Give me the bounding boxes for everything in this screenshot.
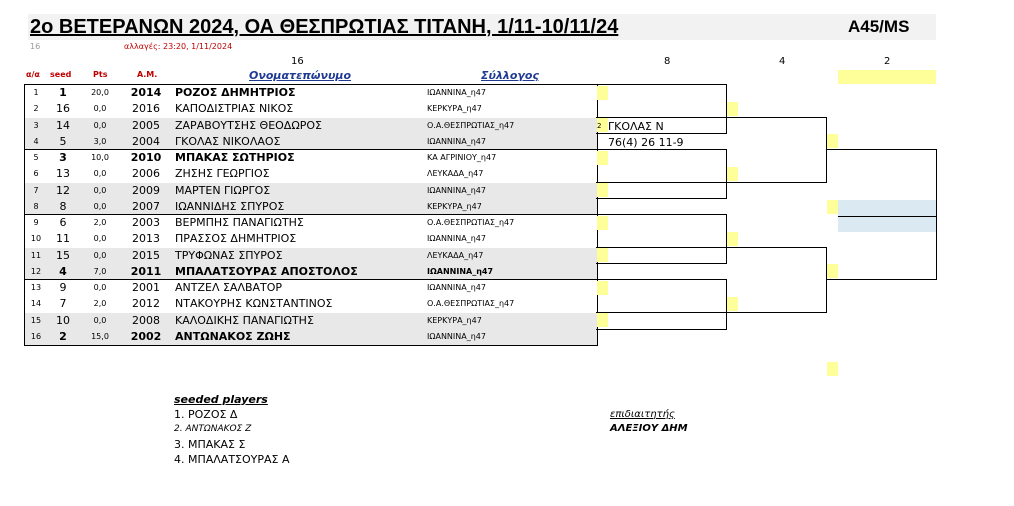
player-club: ΙΩΑΝΝΙΝΑ_η47 xyxy=(427,283,486,292)
table-row xyxy=(25,101,597,117)
col-header-name: Ονοματεπώνυμο xyxy=(249,69,352,82)
player-idx: 3 xyxy=(33,120,39,130)
seeded-item-2: 2. ΑΝΤΩΝΑΚΟΣ Ζ xyxy=(174,424,252,434)
player-idx: 2 xyxy=(33,104,39,114)
player-year: 2005 xyxy=(132,118,160,132)
player-seed: 9 xyxy=(59,281,67,294)
category-label: A45/MS xyxy=(848,17,910,36)
final-highlight-cell xyxy=(838,70,936,84)
round-label-8: 8 xyxy=(664,56,671,67)
players-table xyxy=(24,85,598,346)
bracket-line xyxy=(827,149,936,150)
player-pts: 0,0 xyxy=(93,283,107,292)
player-seed: 2 xyxy=(59,329,67,343)
player-club: ΙΩΑΝΝΙΝΑ_η47 xyxy=(427,266,494,276)
player-seed: 13 xyxy=(56,167,70,181)
player-pts: 0,0 xyxy=(93,234,107,244)
player-name: ΓΚΟΛΑΣ ΝΙΚΟΛΑΟΣ xyxy=(175,134,281,148)
bracket-line xyxy=(838,216,936,217)
seeded-item-1: 1. ΡΟΖΟΣ Δ xyxy=(174,408,238,421)
changes-timestamp: αλλαγές: 23:20, 1/11/2024 xyxy=(124,42,233,51)
bracket-line xyxy=(596,133,727,134)
player-idx: 16 xyxy=(30,331,42,341)
player-club: ΙΩΑΝΝΙΝΑ_η47 xyxy=(427,136,486,146)
player-year: 2009 xyxy=(132,183,160,197)
player-name: ΚΑΛΟΔΙΚΗΣ ΠΑΝΑΓΙΩΤΗΣ xyxy=(175,313,314,327)
player-name: ΤΡΥΦΩΝΑΣ ΣΠΥΡΟΣ xyxy=(175,248,283,262)
player-pts: 20,0 xyxy=(91,88,109,97)
player-idx: 7 xyxy=(33,185,39,195)
r4-cell-2 xyxy=(727,167,738,181)
player-idx: 1 xyxy=(33,88,39,97)
r4-cell-3 xyxy=(727,232,738,246)
table-row xyxy=(25,329,597,345)
seeded-item-4: 4. ΜΠΑΛΑΤΣΟΥΡΑΣ Α xyxy=(174,453,290,466)
player-idx: 11 xyxy=(30,250,42,260)
table-row xyxy=(25,264,597,280)
semi-cell-3 xyxy=(827,264,838,278)
player-club: ΙΩΑΝΝΙΝΑ_η47 xyxy=(427,234,486,244)
player-club: ΙΩΑΝΝΙΝΑ_η47 xyxy=(427,185,486,195)
table-row xyxy=(25,248,597,264)
player-seed: 3 xyxy=(59,151,67,164)
player-seed: 11 xyxy=(56,232,70,246)
bracket-line xyxy=(726,149,727,198)
player-idx: 14 xyxy=(30,299,42,309)
r8-cell-4 xyxy=(597,183,608,197)
semi-cell-2 xyxy=(827,200,838,214)
player-club: Ο.Α.ΘΕΣΠΡΩΤΙΑΣ_η47 xyxy=(427,120,515,130)
bracket-line xyxy=(727,247,826,248)
col-header-year: Α.Μ. xyxy=(137,70,158,79)
table-row xyxy=(25,313,597,329)
bracket-line xyxy=(596,279,727,280)
bracket-line xyxy=(726,279,727,329)
player-club: ΛΕΥΚΑΔΑ_η47 xyxy=(427,169,484,179)
player-club: Ο.Α.ΘΕΣΠΡΩΤΙΑΣ_η47 xyxy=(427,218,515,227)
col-header-idx: α/α xyxy=(26,70,40,79)
table-row xyxy=(25,118,597,134)
player-year: 2007 xyxy=(132,199,160,213)
table-row xyxy=(25,166,597,182)
player-pts: 7,0 xyxy=(93,266,107,276)
player-club: ΚΕΡΚΥΡΑ_η47 xyxy=(427,315,482,325)
match-score: 76(4) 26 11-9 xyxy=(608,136,684,149)
player-club: ΚΕΡΚΥΡΑ_η47 xyxy=(427,201,482,211)
player-seed: 8 xyxy=(59,199,67,213)
player-seed: 4 xyxy=(59,264,67,278)
bracket-line xyxy=(727,117,826,118)
referee-name: ΑΛΕΞΙΟΥ ΔΗΜ xyxy=(610,423,688,434)
player-seed: 6 xyxy=(59,216,67,229)
player-name: ΒΕΡΜΠΗΣ ΠΑΝΑΓΙΩΤΗΣ xyxy=(175,216,304,229)
player-year: 2011 xyxy=(130,264,162,278)
r8-cell-1 xyxy=(597,86,608,100)
player-name: ΚΑΠΟΔΙΣΤΡΙΑΣ ΝΙΚΟΣ xyxy=(175,102,294,116)
bracket-line xyxy=(936,149,937,280)
player-year: 2012 xyxy=(132,297,160,311)
player-seed: 14 xyxy=(56,118,70,132)
player-club: ΙΩΑΝΝΙΝΑ_η47 xyxy=(427,331,486,341)
bracket-line xyxy=(596,117,727,118)
extra-cell xyxy=(827,362,838,376)
player-pts: 0,0 xyxy=(93,104,107,114)
r8-cell-5 xyxy=(597,216,608,230)
col-header-club: Σύλλογος xyxy=(481,69,539,82)
player-club: ΛΕΥΚΑΔΑ_η47 xyxy=(427,250,484,260)
table-row xyxy=(25,150,597,166)
seeded-item-3: 3. ΜΠΑΚΑΣ Σ xyxy=(174,438,246,451)
player-pts: 0,0 xyxy=(93,120,107,130)
bracket-line xyxy=(596,312,727,313)
player-name: ΜΠΑΚΑΣ ΣΩΤΗΡΙΟΣ xyxy=(175,151,295,164)
table-row xyxy=(25,231,597,247)
player-seed: 12 xyxy=(56,183,70,197)
player-idx: 6 xyxy=(33,169,39,179)
player-year: 2006 xyxy=(132,167,160,181)
table-row xyxy=(25,199,597,215)
player-idx: 10 xyxy=(30,234,42,244)
player-pts: 15,0 xyxy=(91,331,109,341)
bracket-line xyxy=(727,312,826,313)
player-idx: 13 xyxy=(30,283,42,292)
bracket-line xyxy=(596,247,727,248)
player-year: 2003 xyxy=(132,216,160,229)
round-label-4: 4 xyxy=(779,56,786,67)
player-year: 2008 xyxy=(132,313,160,327)
r4-cell-4 xyxy=(727,297,738,311)
table-row xyxy=(25,296,597,312)
r8-cell-3 xyxy=(597,151,608,165)
referee-label: επιδιαιτητής xyxy=(610,409,675,420)
player-club: Ο.Α.ΘΕΣΠΡΩΤΙΑΣ_η47 xyxy=(427,299,515,309)
table-row xyxy=(25,85,597,101)
player-name: ΖΗΣΗΣ ΓΕΩΡΓΙΟΣ xyxy=(175,167,270,181)
r8-cell-6 xyxy=(597,248,608,262)
player-seed: 1 xyxy=(59,86,67,99)
bracket-line xyxy=(826,247,827,313)
player-club: ΙΩΑΝΝΙΝΑ_η47 xyxy=(427,88,486,97)
player-idx: 15 xyxy=(30,315,42,325)
table-row xyxy=(25,280,597,296)
bracket-line xyxy=(827,279,936,280)
player-pts: 2,0 xyxy=(93,299,107,309)
bracket-line xyxy=(727,182,826,183)
player-pts: 0,0 xyxy=(93,185,107,195)
col-header-pts: Pts xyxy=(93,70,108,79)
player-pts: 0,0 xyxy=(93,201,107,211)
player-name: ΙΩΑΝΝΙΔΗΣ ΣΠΥΡΟΣ xyxy=(175,199,285,213)
player-year: 2010 xyxy=(130,151,162,164)
col-header-seed: seed xyxy=(50,70,72,79)
bracket-line xyxy=(596,182,727,183)
player-pts: 3,0 xyxy=(93,136,107,146)
player-name: ΡΟΖΟΣ ΔΗΜΗΤΡΙΟΣ xyxy=(175,86,296,99)
player-pts: 0,0 xyxy=(93,169,107,179)
player-idx: 9 xyxy=(33,218,39,227)
round-label-16: 16 xyxy=(291,56,304,67)
page-title: 2ο ΒΕΤΕΡΑΝΩΝ 2024, ΟΑ ΘΕΣΠΡΩΤΙΑΣ ΤΙΤΑΝΗ, 1/11-10/11/24 xyxy=(30,16,619,38)
seeded-players-title: seeded players xyxy=(174,393,268,406)
player-club: ΚΕΡΚΥΡΑ_η47 xyxy=(427,104,482,114)
player-name: ΑΝΤΩΝΑΚΟΣ ΖΩΗΣ xyxy=(175,329,291,343)
player-year: 2004 xyxy=(132,134,160,148)
player-seed: 7 xyxy=(59,297,67,311)
player-name: ΜΑΡΤΕΝ ΓΙΩΡΓΟΣ xyxy=(175,183,271,197)
player-seed: 15 xyxy=(56,248,70,262)
player-name: ΝΤΑΚΟΥΡΗΣ ΚΩΝΣΤΑΝΤΙΝΟΣ xyxy=(175,297,333,311)
player-pts: 0,0 xyxy=(93,250,107,260)
player-seed: 16 xyxy=(56,102,70,116)
player-year: 2002 xyxy=(130,329,162,343)
r8-cell-8 xyxy=(597,313,608,327)
player-year: 2014 xyxy=(130,86,162,99)
bracket-line xyxy=(596,214,727,215)
table-row xyxy=(25,134,597,150)
match-winner-name: ΓΚΟΛΑΣ Ν xyxy=(608,120,664,133)
player-seed: 10 xyxy=(56,313,70,327)
table-row xyxy=(25,183,597,199)
player-idx: 4 xyxy=(33,136,39,146)
player-idx: 12 xyxy=(30,266,42,276)
player-club: ΚΑ ΑΓΡΙΝΙΟΥ_η47 xyxy=(427,153,497,162)
bracket-line xyxy=(596,263,727,264)
player-name: ΖΑΡΑΒΟΥΤΣΗΣ ΘΕΟΔΩΡΟΣ xyxy=(175,118,322,132)
bracket-line xyxy=(826,117,827,183)
player-year: 2016 xyxy=(132,102,160,116)
player-pts: 0,0 xyxy=(93,315,107,325)
bracket-line xyxy=(596,198,727,199)
player-idx: 8 xyxy=(33,201,39,211)
player-seed: 5 xyxy=(59,134,67,148)
r8-cell-7 xyxy=(597,281,608,295)
bracket-line xyxy=(596,84,727,85)
player-pts: 10,0 xyxy=(91,153,109,162)
player-idx: 5 xyxy=(33,153,39,162)
round-label-2: 2 xyxy=(884,56,891,67)
player-pts: 2,0 xyxy=(93,218,107,227)
player-name: ΠΡΑΣΣΟΣ ΔΗΜΗΤΡΙΟΣ xyxy=(175,232,297,246)
draw-size-label: 16 xyxy=(30,42,41,51)
player-name: ΜΠΑΛΑΤΣΟΥΡΑΣ ΑΠΟΣΤΟΛΟΣ xyxy=(175,264,358,278)
player-name: ΑΝΤΖΕΛ ΣΑΛΒΑΤΟΡ xyxy=(175,281,283,294)
match-tag: 2 xyxy=(597,122,602,130)
bracket-line xyxy=(596,329,727,330)
player-year: 2013 xyxy=(132,232,160,246)
semi-cell-1 xyxy=(827,134,838,148)
bracket-line xyxy=(726,84,727,133)
player-year: 2001 xyxy=(132,281,160,294)
bracket-line xyxy=(726,214,727,263)
table-row xyxy=(25,215,597,231)
player-year: 2015 xyxy=(132,248,160,262)
bracket-line xyxy=(596,149,727,150)
r4-cell-1 xyxy=(727,102,738,116)
